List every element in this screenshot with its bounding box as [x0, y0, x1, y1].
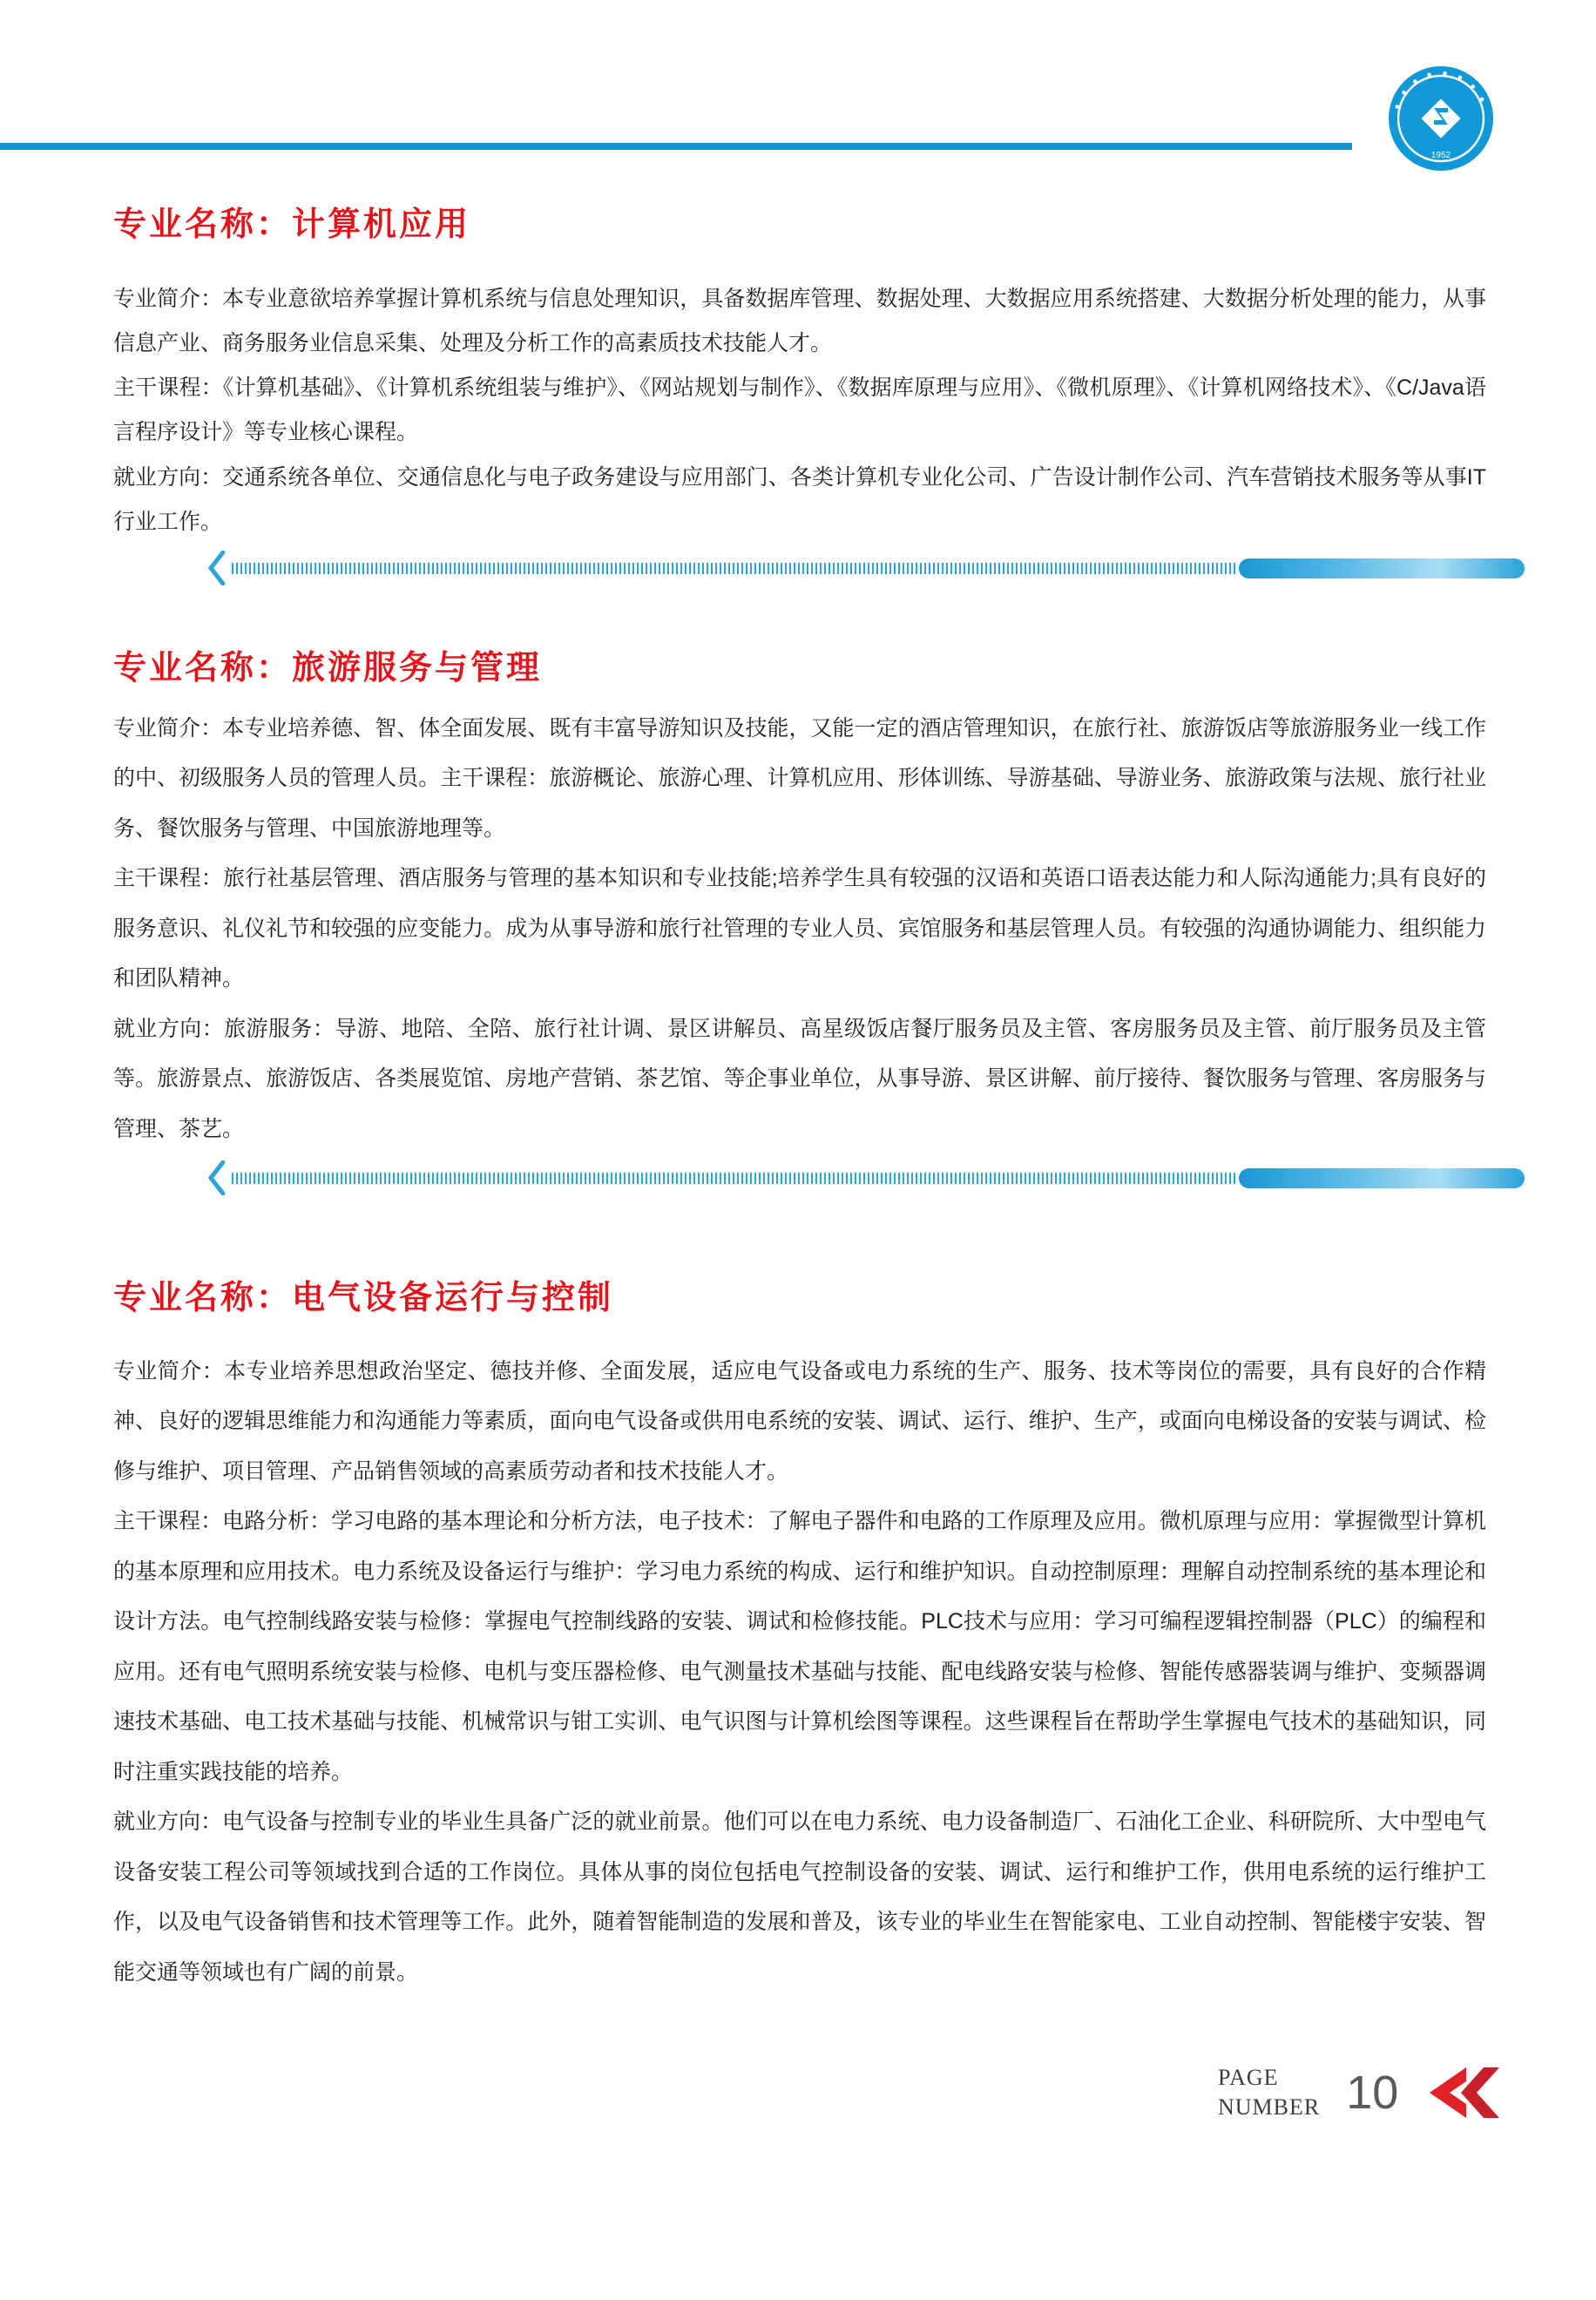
chevron-left-icon — [207, 1160, 227, 1195]
paragraph-employment: 就业方向：交通系统各单位、交通信息化与电子政务建设与应用部门、各类计算机专业化公司、广告设计制作公司、汽车营销技术服务等从事IT行业工作。 — [113, 464, 1486, 534]
paragraph-intro: 专业简介：本专业意欲培养掌握计算机系统与信息处理知识，具备数据库管理、数据处理、大数据应用系统搭建、大数据分析处理的能力，从事信息产业、商务服务业信息采集、处理及分析工作的高素质技术技能人才。 — [113, 286, 1486, 355]
divider-bar — [1239, 1168, 1525, 1188]
section-divider — [207, 1160, 1525, 1195]
school-logo — [1387, 64, 1495, 172]
section-tourism-service-management — [113, 649, 1486, 1154]
paragraph-courses: 主干课程：《计算机基础》、《计算机系统组装与维护》、《网站规划与制作》、《数据库原理与应用》、《微机原理》、《计算机网络技术》、《C/Java语言程序设计》等专业核心课程。 — [113, 375, 1486, 445]
page-number-label-line2: NUMBER — [1218, 2094, 1321, 2120]
section-computer-application — [113, 206, 1486, 545]
chevron-left-icon — [207, 551, 227, 585]
section-electrical-equipment-operation-control — [113, 1279, 1486, 1998]
page-number-label — [1218, 2063, 1320, 2122]
dotted-line — [232, 563, 1235, 574]
section-body — [113, 704, 1486, 1155]
divider-bar — [1239, 558, 1525, 578]
top-divider-line — [0, 143, 1352, 150]
section-title: 专业名称：计算机应用 — [113, 206, 471, 243]
section-body — [113, 1347, 1486, 1999]
page-number: 10 — [1346, 2066, 1399, 2119]
paragraph-intro: 专业简介：本专业培养德、智、体全面发展、既有丰富导游知识及技能，又能一定的酒店管理知识，在旅行社、旅游饭店等旅游服务业一线工作的中、初级服务人员的管理人员。主干课程：旅游概论、旅游心理、计算机应用、形体训练、导游基础、导游业务、旅游政策与法规、旅行社业务、餐饮服务与管理、中国旅游地理等。 — [113, 715, 1486, 841]
logo-year-text: 1952 — [1430, 151, 1451, 160]
paragraph-courses: 主干课程：电路分析：学习电路的基本理论和分析方法，电子技术：了解电子器件和电路的工作原理及应用。微机原理与应用：掌握微型计算机的基本原理和应用技术。电力系统及设备运行与维护：学习电力系统的构成、运行和维护知识。自动控制原理：理解自动控制系统的基本理论和设计方法。电气控制线路安装与检修：掌握电气控制线路的安装、调试和检修技能。PLC技术与应用：学习可编程逻辑控制器（PLC）的编程和应用。还有电气照明系统安装与检修、电机与变压器检修、电气测量技术基础与技能、配电线路安装与检修、智能传感器装调与维护、变频器调速技术基础、电工技术基础与技能、机械常识与钳工实训、电气识图与计算机绘图等课程。这些课程旨在帮助学生掌握电气技术的基础知识，同时注重实践技能的培养。 — [113, 1509, 1486, 1784]
section-title: 专业名称：旅游服务与管理 — [113, 650, 543, 687]
section-title: 专业名称：电气设备运行与控制 — [113, 1280, 614, 1316]
paragraph-employment: 就业方向：电气设备与控制专业的毕业生具备广泛的就业前景。他们可以在电力系统、电力设备制造厂、石油化工企业、科研院所、大中型电气设备安装工程公司等领域找到合适的工作岗位。具体从事的岗位包括电气控制设备的安装、调试、运行和维护工作，供用电系统的运行维护工作，以及电气设备销售和技术管理等工作。此外，随着智能制造的发展和普及，该专业的毕业生在智能家电、工业自动控制、智能楼宇安装、智能交通等领域也有广阔的前景。 — [113, 1810, 1486, 1985]
section-body — [113, 277, 1486, 545]
paragraph-employment: 就业方向：旅游服务：导游、地陪、全陪、旅行社计调、景区讲解员、高星级饭店餐厅服务员及主管、客房服务员及主管、前厅服务员及主管等。旅游景点、旅游饭店、各类展览馆、房地产营销、茶艺馆、等企事业单位，从事导游、景区讲解、前厅接待、餐饮服务与管理、客房服务与管理、茶艺。 — [113, 1016, 1486, 1141]
page-number-label-line1: PAGE — [1218, 2065, 1279, 2090]
footer-double-chevron-icon — [1421, 2066, 1501, 2120]
dotted-line — [232, 1173, 1235, 1184]
page-footer — [1218, 2063, 1501, 2122]
paragraph-intro: 专业简介：本专业培养思想政治坚定、德技并修、全面发展，适应电气设备或电力系统的生产、服务、技术等岗位的需要，具有良好的合作精神、良好的逻辑思维能力和沟通能力等素质，面向电气设备或供用电系统的安装、调试、运行、维护、生产，或面向电梯设备的安装与调试、检修与维护、项目管理、产品销售领域的高素质劳动者和技术技能人才。 — [113, 1358, 1486, 1484]
paragraph-courses: 主干课程：旅行社基层管理、酒店服务与管理的基本知识和专业技能;培养学生具有较强的汉语和英语口语表达能力和人际沟通能力;具有良好的服务意识、礼仪礼节和较强的应变能力。成为从事导游和旅行社管理的专业人员、宾馆服务和基层管理人员。有较强的沟通协调能力、组织能力和团队精神。 — [113, 866, 1486, 991]
section-divider — [207, 551, 1525, 585]
